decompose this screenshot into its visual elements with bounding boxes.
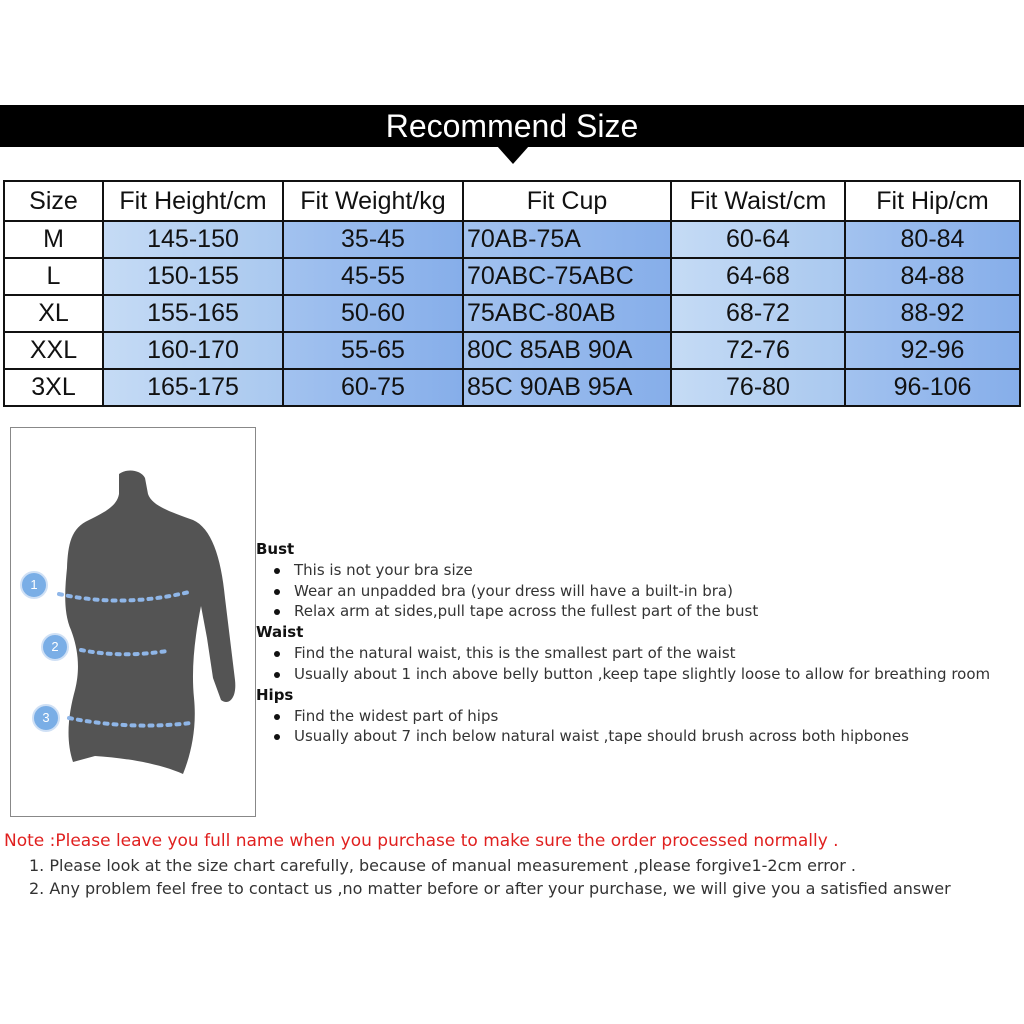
note-line-2: 2. Any problem feel free to contact us ,no matter before or after your purchase, we will give you a satisfied answer [29, 879, 951, 898]
cell-waist: 68-72 [671, 295, 845, 332]
header-waist: Fit Waist/cm [671, 181, 845, 221]
list-item: Relax arm at sides,pull tape across the fullest part of the bust [294, 601, 1016, 622]
cell-weight: 35-45 [283, 221, 463, 258]
list-item: Wear an unpadded bra (your dress will have a built-in bra) [294, 581, 1016, 602]
list-item: Usually about 1 inch above belly button ,keep tape slightly loose to allow for breathing room [294, 664, 1016, 685]
cell-hip: 84-88 [845, 258, 1020, 295]
note-line-1: 1. Please look at the size chart carefully, because of manual measurement ,please forgive1-2cm error . [29, 856, 856, 875]
banner-title: Recommend Size [0, 105, 1024, 147]
cell-weight: 60-75 [283, 369, 463, 406]
cell-height: 155-165 [103, 295, 283, 332]
hips-list [256, 706, 1016, 747]
header-size: Size [4, 181, 103, 221]
list-item: Find the natural waist, this is the smallest part of the waist [294, 643, 1016, 664]
cell-height: 160-170 [103, 332, 283, 369]
cell-cup: 85C 90AB 95A [463, 369, 671, 406]
waist-list [256, 643, 1016, 684]
cell-weight: 55-65 [283, 332, 463, 369]
bust-list [256, 560, 1016, 622]
hips-heading: Hips [256, 685, 294, 704]
table-header-row [4, 181, 1020, 221]
list-item: Usually about 7 inch below natural waist ,tape should brush across both hipbones [294, 726, 1016, 747]
cell-hip: 88-92 [845, 295, 1020, 332]
table-row [4, 332, 1020, 369]
cell-size: M [4, 221, 103, 258]
cell-waist: 72-76 [671, 332, 845, 369]
cell-cup: 75ABC-80AB [463, 295, 671, 332]
table-row [4, 221, 1020, 258]
bust-badge: 1 [20, 571, 48, 599]
cell-size: XL [4, 295, 103, 332]
measurement-figure [10, 427, 256, 817]
cell-waist: 60-64 [671, 221, 845, 258]
cell-size: XXL [4, 332, 103, 369]
cell-size: L [4, 258, 103, 295]
banner-pointer [497, 146, 529, 164]
list-item: Find the widest part of hips [294, 706, 1016, 727]
note-headline: Note :Please leave you full name when you purchase to make sure the order processed normally . [4, 831, 839, 851]
cell-waist: 64-68 [671, 258, 845, 295]
waist-badge: 2 [41, 633, 69, 661]
mannequin-icon [11, 428, 255, 816]
cell-height: 150-155 [103, 258, 283, 295]
cell-cup: 70AB-75A [463, 221, 671, 258]
bust-heading: Bust [256, 540, 295, 558]
mannequin-silhouette [65, 471, 235, 774]
header-height: Fit Height/cm [103, 181, 283, 221]
measurement-guide [256, 539, 1016, 747]
table-row [4, 295, 1020, 332]
list-item: This is not your bra size [294, 560, 1016, 581]
cell-hip: 92-96 [845, 332, 1020, 369]
cell-cup: 80C 85AB 90A [463, 332, 671, 369]
cell-height: 145-150 [103, 221, 283, 258]
table-row [4, 369, 1020, 406]
cell-hip: 80-84 [845, 221, 1020, 258]
waist-heading: Waist [256, 623, 304, 642]
cell-weight: 45-55 [283, 258, 463, 295]
cell-hip: 96-106 [845, 369, 1020, 406]
hip-badge: 3 [32, 704, 60, 732]
header-hip: Fit Hip/cm [845, 181, 1020, 221]
cell-waist: 76-80 [671, 369, 845, 406]
header-cup: Fit Cup [463, 181, 671, 221]
header-weight: Fit Weight/kg [283, 181, 463, 221]
cell-cup: 70ABC-75ABC [463, 258, 671, 295]
cell-size: 3XL [4, 369, 103, 406]
size-chart-table [3, 180, 1021, 407]
cell-height: 165-175 [103, 369, 283, 406]
cell-weight: 50-60 [283, 295, 463, 332]
table-row [4, 258, 1020, 295]
